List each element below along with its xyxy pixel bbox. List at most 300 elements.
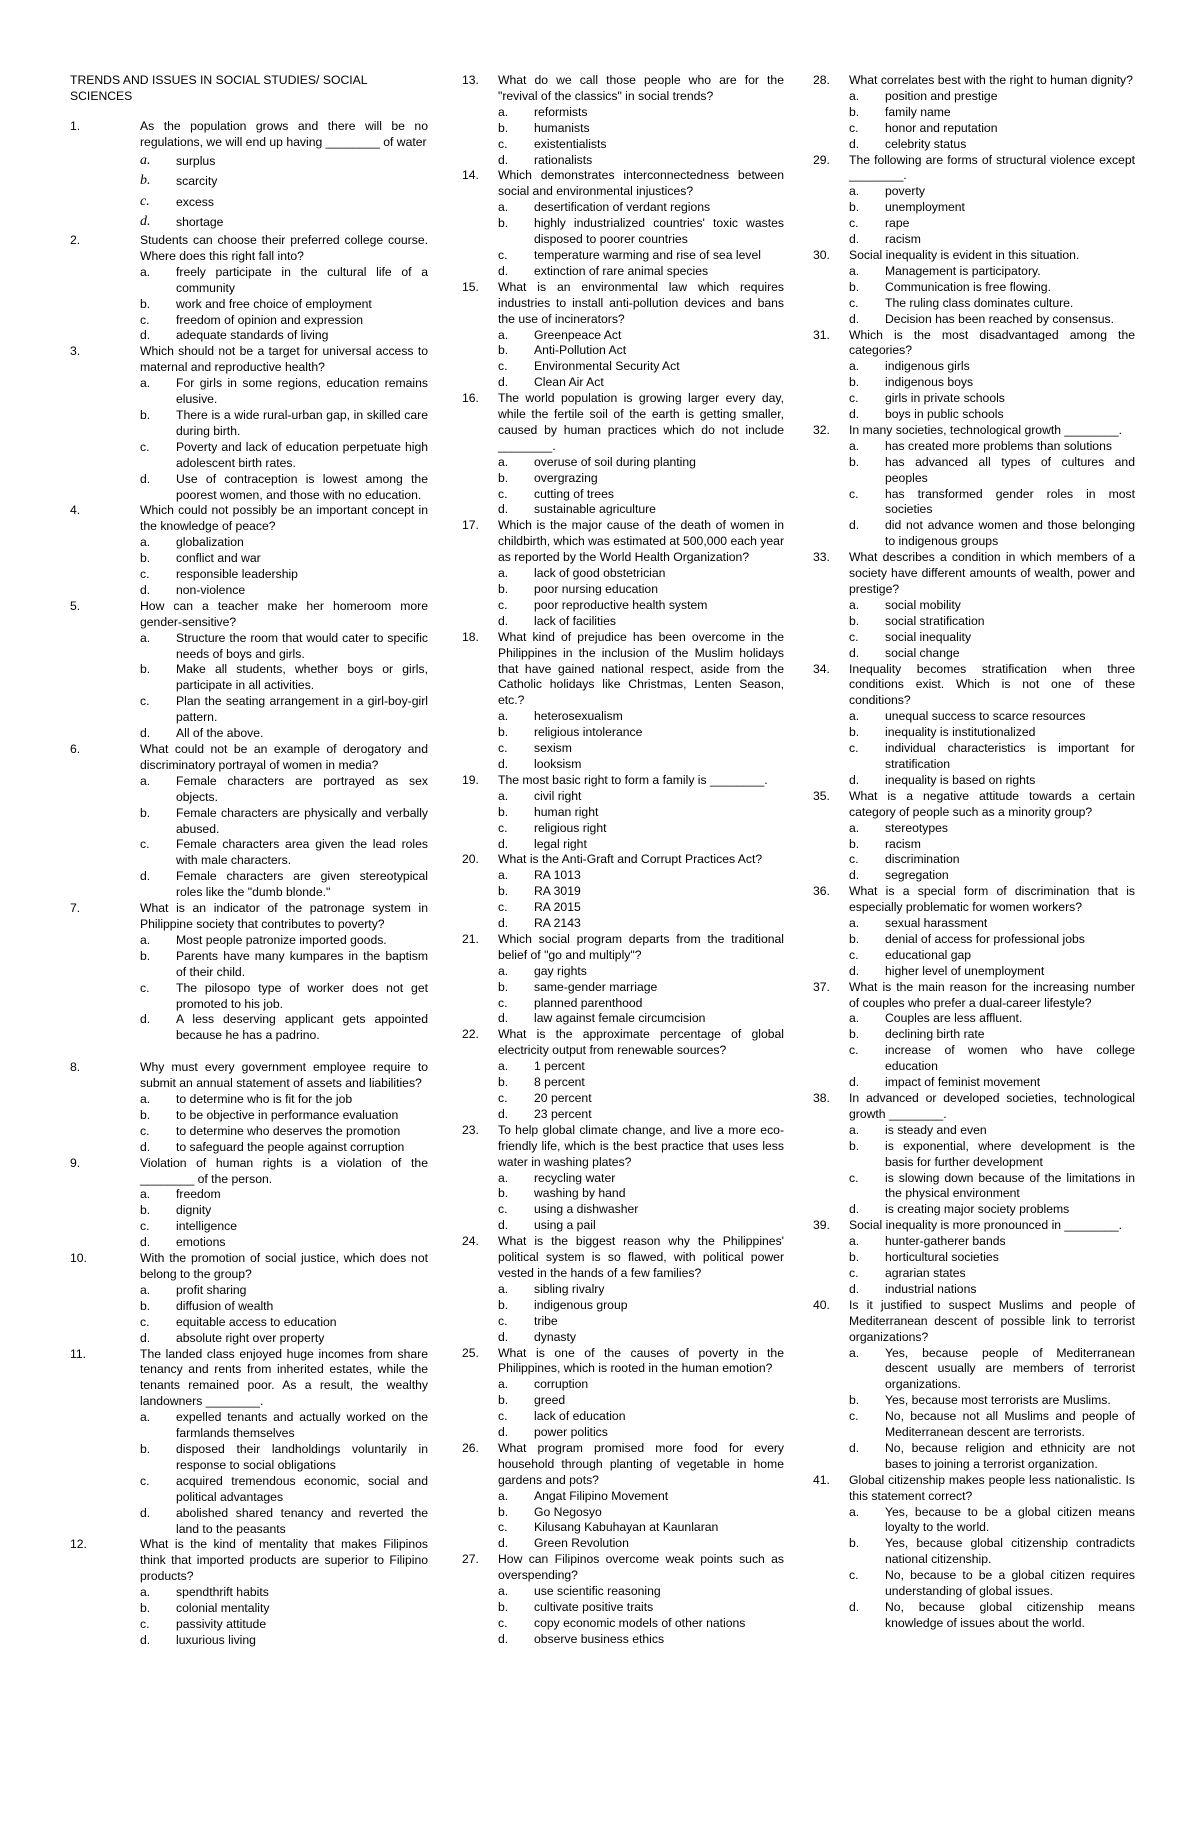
option-text: horticultural societies bbox=[885, 1250, 999, 1265]
option-text: law against female circumcision bbox=[534, 1011, 706, 1026]
option-text: religious right bbox=[534, 820, 607, 835]
question-block bbox=[70, 1537, 428, 1648]
option-text: Environmental Security Act bbox=[534, 359, 680, 374]
answer-option bbox=[849, 1043, 1135, 1075]
option-letter: b. bbox=[849, 375, 860, 390]
option-text: poor reproductive health system bbox=[534, 597, 708, 612]
option-letter: a. bbox=[140, 1585, 151, 1600]
answer-option bbox=[849, 1282, 1135, 1298]
question-number: 15. bbox=[462, 279, 479, 294]
question-text: What is the kind of mentality that makes Filipinos think that imported products are superior to Filipino products? bbox=[140, 1537, 428, 1584]
option-letter: d. bbox=[498, 263, 509, 278]
option-letter: a. bbox=[849, 1504, 860, 1519]
option-text: excess bbox=[176, 194, 214, 209]
answer-option bbox=[140, 949, 428, 981]
answer-option bbox=[498, 1393, 784, 1409]
answer-option bbox=[498, 1616, 784, 1632]
answer-option bbox=[140, 837, 428, 869]
option-text: Make all students, whether boys or girls, participate in all activities. bbox=[176, 662, 428, 693]
option-letter: a. bbox=[498, 1281, 509, 1296]
answer-option bbox=[498, 137, 784, 153]
option-letter: d. bbox=[140, 869, 151, 884]
question-block bbox=[70, 1347, 428, 1538]
answer-option bbox=[140, 1633, 428, 1649]
answer-option bbox=[849, 773, 1135, 789]
answer-option bbox=[849, 1011, 1135, 1027]
option-text: All of the above. bbox=[176, 726, 264, 741]
option-letter: d. bbox=[140, 1330, 151, 1345]
option-text: surplus bbox=[176, 153, 216, 168]
option-text: No, because not all Muslims and people of Mediterranean descent are terrorists. bbox=[885, 1409, 1135, 1440]
option-text: did not advance women and those belonging to indigenous groups bbox=[885, 518, 1135, 549]
option-text: lack of good obstetrician bbox=[534, 566, 666, 581]
option-text: Decision has been reached by consensus. bbox=[885, 311, 1114, 326]
answer-option bbox=[498, 725, 784, 741]
answer-option bbox=[498, 709, 784, 725]
option-text: social mobility bbox=[885, 597, 961, 612]
option-text: intelligence bbox=[176, 1219, 237, 1234]
option-text: recycling water bbox=[534, 1170, 616, 1185]
question-block bbox=[462, 391, 784, 518]
option-letter: d. bbox=[849, 1600, 860, 1614]
option-letter: b. bbox=[849, 1138, 860, 1153]
option-letter: b. bbox=[498, 1504, 509, 1519]
option-text: colonial mentality bbox=[176, 1601, 270, 1616]
question-number: 8. bbox=[70, 1060, 81, 1075]
option-text: to safeguard the people against corruption bbox=[176, 1139, 405, 1154]
option-letter: a. bbox=[849, 916, 860, 931]
answer-option bbox=[498, 200, 784, 216]
question-text: Inequality becomes stratification when three conditions exist. Which is not one of these conditions? bbox=[849, 661, 1135, 708]
option-letter: a. bbox=[140, 535, 151, 550]
option-letter: a. bbox=[140, 152, 151, 168]
option-letter: b. bbox=[140, 948, 151, 963]
question-text: What is a special form of discrimination that is especially problematic for women workers? bbox=[849, 884, 1135, 915]
option-letter: c. bbox=[498, 1615, 508, 1630]
answer-option bbox=[849, 868, 1135, 884]
question-block bbox=[813, 153, 1135, 248]
question bbox=[462, 168, 784, 200]
answer-option bbox=[140, 662, 428, 694]
question-number: 26. bbox=[462, 1440, 479, 1455]
option-text: conflict and war bbox=[176, 551, 261, 566]
option-letter: d. bbox=[140, 1632, 151, 1647]
question-number: 12. bbox=[70, 1537, 87, 1552]
option-letter: c. bbox=[849, 391, 859, 406]
option-letter: a. bbox=[498, 1059, 509, 1074]
answer-option bbox=[498, 1489, 784, 1505]
answer-option bbox=[140, 1585, 428, 1601]
answer-option bbox=[498, 1536, 784, 1552]
option-text: existentialists bbox=[534, 136, 607, 151]
answer-option bbox=[849, 1441, 1135, 1473]
option-text: 1 percent bbox=[534, 1059, 585, 1074]
answer-option bbox=[140, 774, 428, 806]
answer-option bbox=[849, 1600, 1135, 1632]
answer-option bbox=[849, 598, 1135, 614]
option-text: is exponential, where development is the basis for further development bbox=[885, 1138, 1135, 1169]
answer-option bbox=[849, 1171, 1135, 1203]
answer-option bbox=[140, 408, 428, 440]
option-text: using a dishwasher bbox=[534, 1202, 639, 1217]
question-block bbox=[462, 1346, 784, 1441]
option-text: RA 2143 bbox=[534, 916, 581, 931]
answer-option bbox=[140, 806, 428, 838]
question-block bbox=[70, 1156, 428, 1251]
option-letter: b. bbox=[140, 1107, 151, 1122]
question-block bbox=[70, 503, 428, 598]
answer-option bbox=[498, 502, 784, 518]
answer-option bbox=[140, 1506, 428, 1538]
question bbox=[813, 1218, 1135, 1234]
option-text: segregation bbox=[885, 868, 949, 883]
option-letter: b. bbox=[498, 120, 509, 135]
question-text: Global citizenship makes people less nationalistic. Is this statement correct? bbox=[849, 1472, 1135, 1503]
option-letter: a. bbox=[498, 327, 509, 342]
option-letter: a. bbox=[140, 773, 151, 788]
question-text: What is the approximate percentage of global electricity output from renewable sources? bbox=[498, 1027, 784, 1058]
option-letter: d. bbox=[498, 1011, 509, 1026]
option-text: Kilusang Kabuhayan at Kaunlaran bbox=[534, 1520, 719, 1535]
question-block bbox=[813, 884, 1135, 979]
question bbox=[813, 1298, 1135, 1346]
question-number: 37. bbox=[813, 979, 830, 994]
option-text: A less deserving applicant gets appointed because he has a padrino. bbox=[176, 1012, 428, 1043]
option-letter: d. bbox=[849, 136, 860, 151]
option-letter: c. bbox=[498, 247, 508, 262]
question-block bbox=[813, 980, 1135, 1091]
option-letter: d. bbox=[498, 1329, 509, 1344]
option-letter: a. bbox=[140, 630, 151, 645]
answer-option bbox=[849, 630, 1135, 646]
option-letter: d. bbox=[849, 407, 860, 422]
answer-option bbox=[140, 1140, 428, 1156]
option-text: non-violence bbox=[176, 582, 246, 597]
option-letter: a. bbox=[140, 1282, 151, 1297]
question bbox=[462, 1346, 784, 1378]
option-letter: a. bbox=[849, 1345, 860, 1360]
question-number: 23. bbox=[462, 1122, 479, 1137]
question-number: 27. bbox=[462, 1552, 479, 1567]
question-number: 25. bbox=[462, 1345, 479, 1360]
option-text: unequal success to scarce resources bbox=[885, 709, 1086, 724]
option-letter: c. bbox=[498, 1091, 508, 1105]
option-letter: c. bbox=[140, 1616, 150, 1631]
option-text: humanists bbox=[534, 120, 590, 135]
question-text: What is a negative attitude towards a certain category of people such as a minority group? bbox=[849, 788, 1135, 819]
option-text: higher level of unemployment bbox=[885, 963, 1045, 978]
question-block bbox=[70, 599, 428, 742]
question-block bbox=[462, 932, 784, 1027]
question bbox=[70, 1537, 428, 1585]
option-letter: b. bbox=[498, 1600, 509, 1614]
answer-option bbox=[498, 1409, 784, 1425]
option-text: impact of feminist movement bbox=[885, 1075, 1041, 1090]
answer-option bbox=[849, 232, 1135, 248]
option-letter: a. bbox=[849, 597, 860, 612]
option-text: Greenpeace Act bbox=[534, 327, 622, 342]
answer-option bbox=[849, 1505, 1135, 1537]
option-text: racism bbox=[885, 232, 921, 247]
option-text: using a pail bbox=[534, 1218, 596, 1233]
option-letter: c. bbox=[498, 486, 508, 501]
option-text: There is a wide rural-urban gap, in skilled care during birth. bbox=[176, 407, 428, 438]
option-letter: a. bbox=[849, 359, 860, 374]
option-text: individual characteristics is important for stratification bbox=[885, 741, 1135, 771]
option-text: diffusion of wealth bbox=[176, 1298, 274, 1313]
answer-option bbox=[140, 551, 428, 567]
question-block bbox=[813, 328, 1135, 423]
option-letter: c. bbox=[140, 980, 150, 995]
option-letter: d. bbox=[849, 772, 860, 787]
option-letter: d. bbox=[498, 756, 509, 771]
question-block bbox=[813, 789, 1135, 884]
option-letter: d. bbox=[140, 1505, 151, 1520]
answer-option bbox=[849, 614, 1135, 630]
answer-option bbox=[140, 1235, 428, 1251]
answer-option bbox=[849, 312, 1135, 328]
option-letter: b. bbox=[140, 551, 151, 566]
answer-option bbox=[849, 105, 1135, 121]
option-text: increase of women who have college education bbox=[885, 1043, 1135, 1074]
answer-option bbox=[140, 1442, 428, 1474]
option-letter: a. bbox=[498, 566, 509, 581]
option-text: extinction of rare animal species bbox=[534, 263, 709, 278]
option-letter: c. bbox=[140, 1473, 150, 1488]
answer-option bbox=[498, 916, 784, 932]
option-text: educational gap bbox=[885, 947, 972, 962]
answer-option bbox=[498, 1520, 784, 1536]
option-text: RA 3019 bbox=[534, 884, 581, 899]
question-block bbox=[462, 73, 784, 168]
option-letter: b. bbox=[140, 407, 151, 422]
answer-option bbox=[498, 375, 784, 391]
option-letter: b. bbox=[498, 1393, 509, 1408]
question-number: 5. bbox=[70, 598, 81, 613]
question-block bbox=[813, 73, 1135, 153]
option-letter: c. bbox=[498, 900, 508, 915]
answer-option bbox=[498, 1505, 784, 1521]
question bbox=[462, 1552, 784, 1584]
option-text: is slowing down because of the limitations in the physical environment bbox=[885, 1170, 1135, 1201]
question-text: Which should not be a target for universal access to maternal and reproductive health? bbox=[140, 344, 428, 375]
question bbox=[70, 742, 428, 774]
answer-option bbox=[140, 933, 428, 949]
question-number: 29. bbox=[813, 152, 830, 167]
option-text: social stratification bbox=[885, 613, 985, 628]
option-letter: a. bbox=[498, 1377, 509, 1392]
option-letter: c. bbox=[498, 741, 508, 756]
option-letter: a. bbox=[498, 1584, 509, 1599]
option-letter: c. bbox=[498, 995, 508, 1010]
answer-option bbox=[849, 1536, 1135, 1568]
question bbox=[813, 423, 1135, 439]
option-text: absolute right over property bbox=[176, 1330, 325, 1345]
answer-option bbox=[849, 89, 1135, 105]
answer-option bbox=[498, 153, 784, 169]
option-text: to be objective in performance evaluation bbox=[176, 1107, 399, 1122]
option-letter: b. bbox=[498, 884, 509, 899]
option-text: scarcity bbox=[176, 174, 218, 189]
option-letter: c. bbox=[498, 1409, 508, 1424]
answer-option bbox=[498, 1218, 784, 1234]
question bbox=[813, 328, 1135, 360]
answer-option bbox=[140, 212, 428, 233]
option-text: equitable access to education bbox=[176, 1314, 337, 1329]
option-letter: d. bbox=[498, 152, 509, 167]
option-letter: b. bbox=[140, 1441, 151, 1456]
option-text: Yes, because people of Mediterranean descent usually are members of terrorist organizations. bbox=[885, 1345, 1135, 1392]
answer-option bbox=[498, 343, 784, 359]
option-letter: c. bbox=[498, 1313, 508, 1328]
question-text: The most basic right to form a family is ________. bbox=[498, 772, 768, 787]
option-text: tribe bbox=[534, 1313, 558, 1328]
answer-option bbox=[498, 837, 784, 853]
option-text: passivity attitude bbox=[176, 1616, 267, 1631]
question-block bbox=[462, 1123, 784, 1234]
option-letter: c. bbox=[140, 1314, 150, 1329]
option-letter: d. bbox=[140, 582, 151, 597]
answer-option bbox=[140, 631, 428, 663]
option-text: lack of education bbox=[534, 1409, 626, 1424]
option-letter: c. bbox=[849, 216, 859, 231]
option-letter: c. bbox=[849, 120, 859, 135]
option-text: girls in private schools bbox=[885, 391, 1005, 406]
answer-option bbox=[849, 296, 1135, 312]
question-text: What could not be an example of derogatory and discriminatory portrayal of women in media? bbox=[140, 742, 428, 772]
option-letter: b. bbox=[140, 805, 151, 820]
option-text: to determine who is fit for the job bbox=[176, 1092, 353, 1107]
option-letter: a. bbox=[849, 263, 860, 278]
option-letter: d. bbox=[849, 645, 860, 660]
option-letter: d. bbox=[849, 1202, 860, 1217]
option-text: Clean Air Act bbox=[534, 375, 604, 390]
option-letter: d. bbox=[140, 214, 151, 230]
question-text: The landed class enjoyed huge incomes from share tenancy and rents from inherited estates, while the tenants remained poor. As a result, the wealthy landowners ________. bbox=[140, 1346, 428, 1409]
answer-option bbox=[849, 948, 1135, 964]
option-text: abolished shared tenancy and reverted the land to the peasants bbox=[176, 1505, 428, 1536]
option-text: sustainable agriculture bbox=[534, 502, 656, 517]
question-block bbox=[462, 1552, 784, 1647]
option-text: dynasty bbox=[534, 1329, 577, 1344]
option-letter: a. bbox=[849, 88, 860, 103]
option-letter: a. bbox=[849, 438, 860, 453]
option-letter: d. bbox=[849, 1281, 860, 1296]
answer-option bbox=[849, 1346, 1135, 1394]
answer-option bbox=[140, 376, 428, 408]
option-letter: a. bbox=[849, 184, 860, 199]
option-letter: d. bbox=[849, 963, 860, 978]
option-letter: d. bbox=[498, 613, 509, 628]
option-text: reformists bbox=[534, 104, 588, 119]
question-text: How can Filipinos overcome weak points such as overspending? bbox=[498, 1552, 784, 1583]
option-letter: b. bbox=[849, 104, 860, 119]
option-letter: a. bbox=[498, 963, 509, 978]
answer-option bbox=[140, 265, 428, 297]
question-text: Is it justified to suspect Muslims and people of Mediterranean descent of possible link to terrorist organizations? bbox=[849, 1297, 1135, 1344]
option-letter: b. bbox=[498, 1075, 509, 1090]
option-text: Green Revolution bbox=[534, 1536, 629, 1551]
option-text: highly industrialized countries' toxic wastes disposed to poorer countries bbox=[534, 216, 784, 247]
question-number: 41. bbox=[813, 1472, 830, 1487]
answer-option bbox=[140, 1283, 428, 1299]
question-text: Which demonstrates interconnectedness between social and environmental injustices? bbox=[498, 168, 784, 199]
question-text: What is the main reason for the increasing number of couples who prefer a dual-career lifestyle? bbox=[849, 979, 1135, 1010]
answer-option bbox=[849, 821, 1135, 837]
option-text: No, because to be a global citizen requires understanding of global issues. bbox=[885, 1568, 1135, 1599]
question-block bbox=[462, 168, 784, 279]
answer-option bbox=[498, 1059, 784, 1075]
option-text: looksism bbox=[534, 756, 582, 771]
option-text: 23 percent bbox=[534, 1106, 592, 1121]
answer-option bbox=[498, 598, 784, 614]
answer-option bbox=[498, 1298, 784, 1314]
question-text: What is one of the causes of poverty in the Philippines, which is rooted in the human emotion? bbox=[498, 1345, 784, 1376]
option-text: is steady and even bbox=[885, 1122, 987, 1137]
option-text: The ruling class dominates culture. bbox=[885, 295, 1074, 310]
question bbox=[462, 852, 784, 868]
answer-option bbox=[140, 1108, 428, 1124]
option-text: poverty bbox=[885, 184, 925, 199]
option-text: washing by hand bbox=[534, 1186, 626, 1201]
question bbox=[813, 980, 1135, 1012]
answer-option bbox=[849, 741, 1135, 773]
answer-option bbox=[849, 964, 1135, 980]
question-text: What is an indicator of the patronage system in Philippine society that contributes to poverty? bbox=[140, 901, 428, 931]
option-text: agrarian states bbox=[885, 1265, 966, 1280]
answer-option bbox=[498, 359, 784, 375]
question-number: 10. bbox=[70, 1251, 87, 1266]
option-letter: b. bbox=[498, 343, 509, 358]
question-block bbox=[462, 773, 784, 853]
option-text: planned parenthood bbox=[534, 995, 643, 1010]
question bbox=[462, 280, 784, 328]
option-letter: d. bbox=[140, 726, 151, 741]
option-text: spendthrift habits bbox=[176, 1585, 269, 1600]
option-text: to determine who deserves the promotion bbox=[176, 1123, 401, 1138]
answer-option bbox=[498, 455, 784, 471]
option-text: Female characters are given stereotypical roles like the "dumb blonde." bbox=[176, 869, 428, 900]
question-text: Social inequality is more pronounced in ________. bbox=[849, 1218, 1123, 1233]
question bbox=[462, 773, 784, 789]
option-text: Structure the room that would cater to specific needs of boys and girls. bbox=[176, 630, 428, 661]
question-text: To help global climate change, and live a more eco-friendly life, which is the best practice that uses less water in washing plates? bbox=[498, 1122, 784, 1169]
question-number: 13. bbox=[462, 73, 479, 87]
option-letter: d. bbox=[498, 375, 509, 390]
option-letter: c. bbox=[849, 741, 859, 756]
option-letter: c. bbox=[849, 1043, 859, 1058]
question-number: 30. bbox=[813, 247, 830, 262]
option-text: indigenous boys bbox=[885, 375, 974, 390]
option-letter: c. bbox=[140, 439, 150, 454]
option-text: Most people patronize imported goods. bbox=[176, 932, 387, 947]
answer-option bbox=[498, 487, 784, 503]
question-text: What is an environmental law which requires industries to install anti-pollution devices and bans the use of incinerators? bbox=[498, 279, 784, 326]
option-text: Use of contraception is lowest among the poorest women, and those with no education. bbox=[176, 471, 428, 502]
option-letter: b. bbox=[498, 216, 509, 231]
option-text: dignity bbox=[176, 1203, 212, 1218]
answer-option bbox=[849, 1250, 1135, 1266]
question-block bbox=[813, 662, 1135, 789]
option-text: emotions bbox=[176, 1235, 226, 1250]
option-text: No, because global citizenship means knowledge of issues about the world. bbox=[885, 1600, 1135, 1630]
option-letter: b. bbox=[498, 582, 509, 596]
question-text: Which social program departs from the traditional belief of "go and multiply"? bbox=[498, 931, 784, 962]
option-text: gay rights bbox=[534, 963, 587, 978]
answer-option bbox=[849, 455, 1135, 487]
option-letter: d. bbox=[498, 836, 509, 851]
column-1 bbox=[70, 73, 428, 1649]
